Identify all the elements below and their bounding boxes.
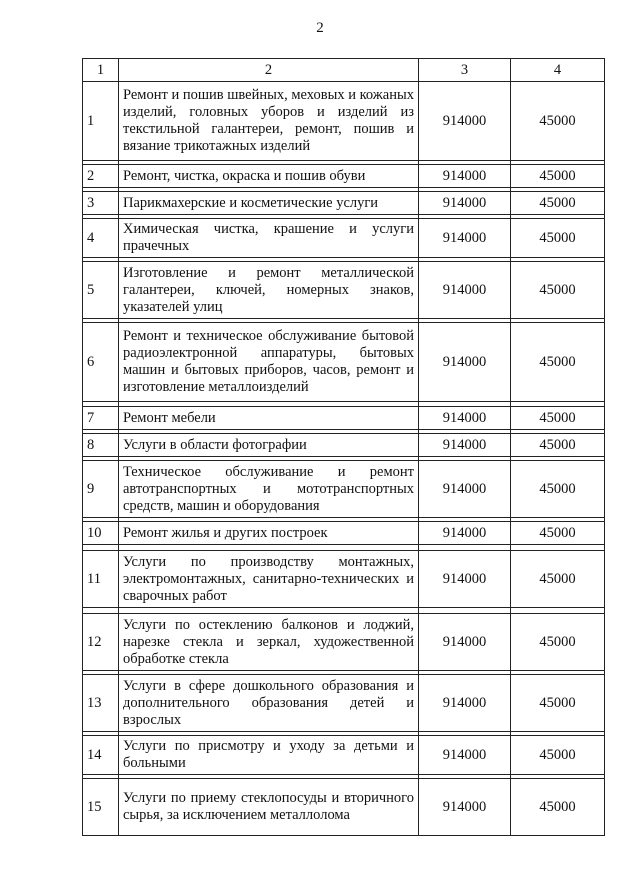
value-col3: 914000 [419,736,511,775]
row-number: 8 [83,434,119,457]
row-number: 5 [83,262,119,319]
value-col3: 914000 [419,614,511,671]
row-number: 9 [83,461,119,518]
table-header-row [83,59,605,82]
service-name: Услуги по приему стеклопосуды и вторичного сырья, за исключением металлолома [119,779,419,836]
table-row [83,165,605,188]
header-cell-1: 1 [83,59,119,82]
table-row [83,675,605,732]
service-name: Изготовление и ремонт металлической галантереи, ключей, номерных знаков, указателей улиц [119,262,419,319]
service-name: Услуги по производству монтажных, электромонтажных, санитарно-технических и сварочных работ [119,551,419,608]
value-col4: 45000 [511,192,605,215]
header-cell-4: 4 [511,59,605,82]
table-row [83,219,605,258]
header-cell-2: 2 [119,59,419,82]
value-col4: 45000 [511,219,605,258]
table-row [83,323,605,402]
value-col3: 914000 [419,323,511,402]
row-number: 7 [83,407,119,430]
table-row [83,192,605,215]
row-number: 13 [83,675,119,732]
value-col3: 914000 [419,262,511,319]
table-body [83,59,605,836]
value-col3: 914000 [419,165,511,188]
table-row [83,779,605,836]
service-name: Химическая чистка, крашение и услуги прачечных [119,219,419,258]
service-name: Ремонт мебели [119,407,419,430]
header-cell-3: 3 [419,59,511,82]
table-row [83,461,605,518]
value-col3: 914000 [419,779,511,836]
value-col4: 45000 [511,434,605,457]
value-col3: 914000 [419,192,511,215]
table-row [83,614,605,671]
value-col3: 914000 [419,675,511,732]
row-number: 2 [83,165,119,188]
table-row [83,434,605,457]
value-col4: 45000 [511,407,605,430]
value-col3: 914000 [419,434,511,457]
row-number: 12 [83,614,119,671]
value-col3: 914000 [419,522,511,545]
row-number: 4 [83,219,119,258]
service-name: Ремонт, чистка, окраска и пошив обуви [119,165,419,188]
service-name: Техническое обслуживание и ремонт автотранспортных и мототранспортных средств, машин и оборудования [119,461,419,518]
service-name: Услуги в области фотографии [119,434,419,457]
value-col3: 914000 [419,82,511,161]
row-number: 15 [83,779,119,836]
service-name: Ремонт и техническое обслуживание бытовой радиоэлектронной аппаратуры, бытовых машин и бытовых приборов, часов, ремонт и изготовление металлоизделий [119,323,419,402]
row-number: 10 [83,522,119,545]
table-row [83,407,605,430]
table-row [83,82,605,161]
service-name: Ремонт и пошив швейных, меховых и кожаных изделий, головных уборов и изделий из текстильной галантереи, ремонт, пошив и вязание трикотажных изделий [119,82,419,161]
value-col4: 45000 [511,551,605,608]
service-name: Услуги в сфере дошкольного образования и дополнительного образования детей и взрослых [119,675,419,732]
service-name: Услуги по присмотру и уходу за детьми и больными [119,736,419,775]
value-col4: 45000 [511,614,605,671]
value-col3: 914000 [419,407,511,430]
row-number: 3 [83,192,119,215]
row-number: 14 [83,736,119,775]
page-number: 2 [316,20,324,36]
table-row [83,551,605,608]
value-col3: 914000 [419,219,511,258]
service-name: Услуги по остеклению балконов и лоджий, нарезке стекла и зеркал, художественной обработке стекла [119,614,419,671]
table-row [83,262,605,319]
value-col4: 45000 [511,323,605,402]
value-col3: 914000 [419,461,511,518]
value-col4: 45000 [511,82,605,161]
value-col3: 914000 [419,551,511,608]
service-name: Ремонт жилья и других построек [119,522,419,545]
table-row [83,736,605,775]
data-table [82,58,605,836]
row-number: 1 [83,82,119,161]
row-number: 6 [83,323,119,402]
value-col4: 45000 [511,736,605,775]
value-col4: 45000 [511,262,605,319]
row-number: 11 [83,551,119,608]
value-col4: 45000 [511,675,605,732]
value-col4: 45000 [511,779,605,836]
value-col4: 45000 [511,165,605,188]
service-name: Парикмахерские и косметические услуги [119,192,419,215]
table-row [83,522,605,545]
value-col4: 45000 [511,461,605,518]
value-col4: 45000 [511,522,605,545]
